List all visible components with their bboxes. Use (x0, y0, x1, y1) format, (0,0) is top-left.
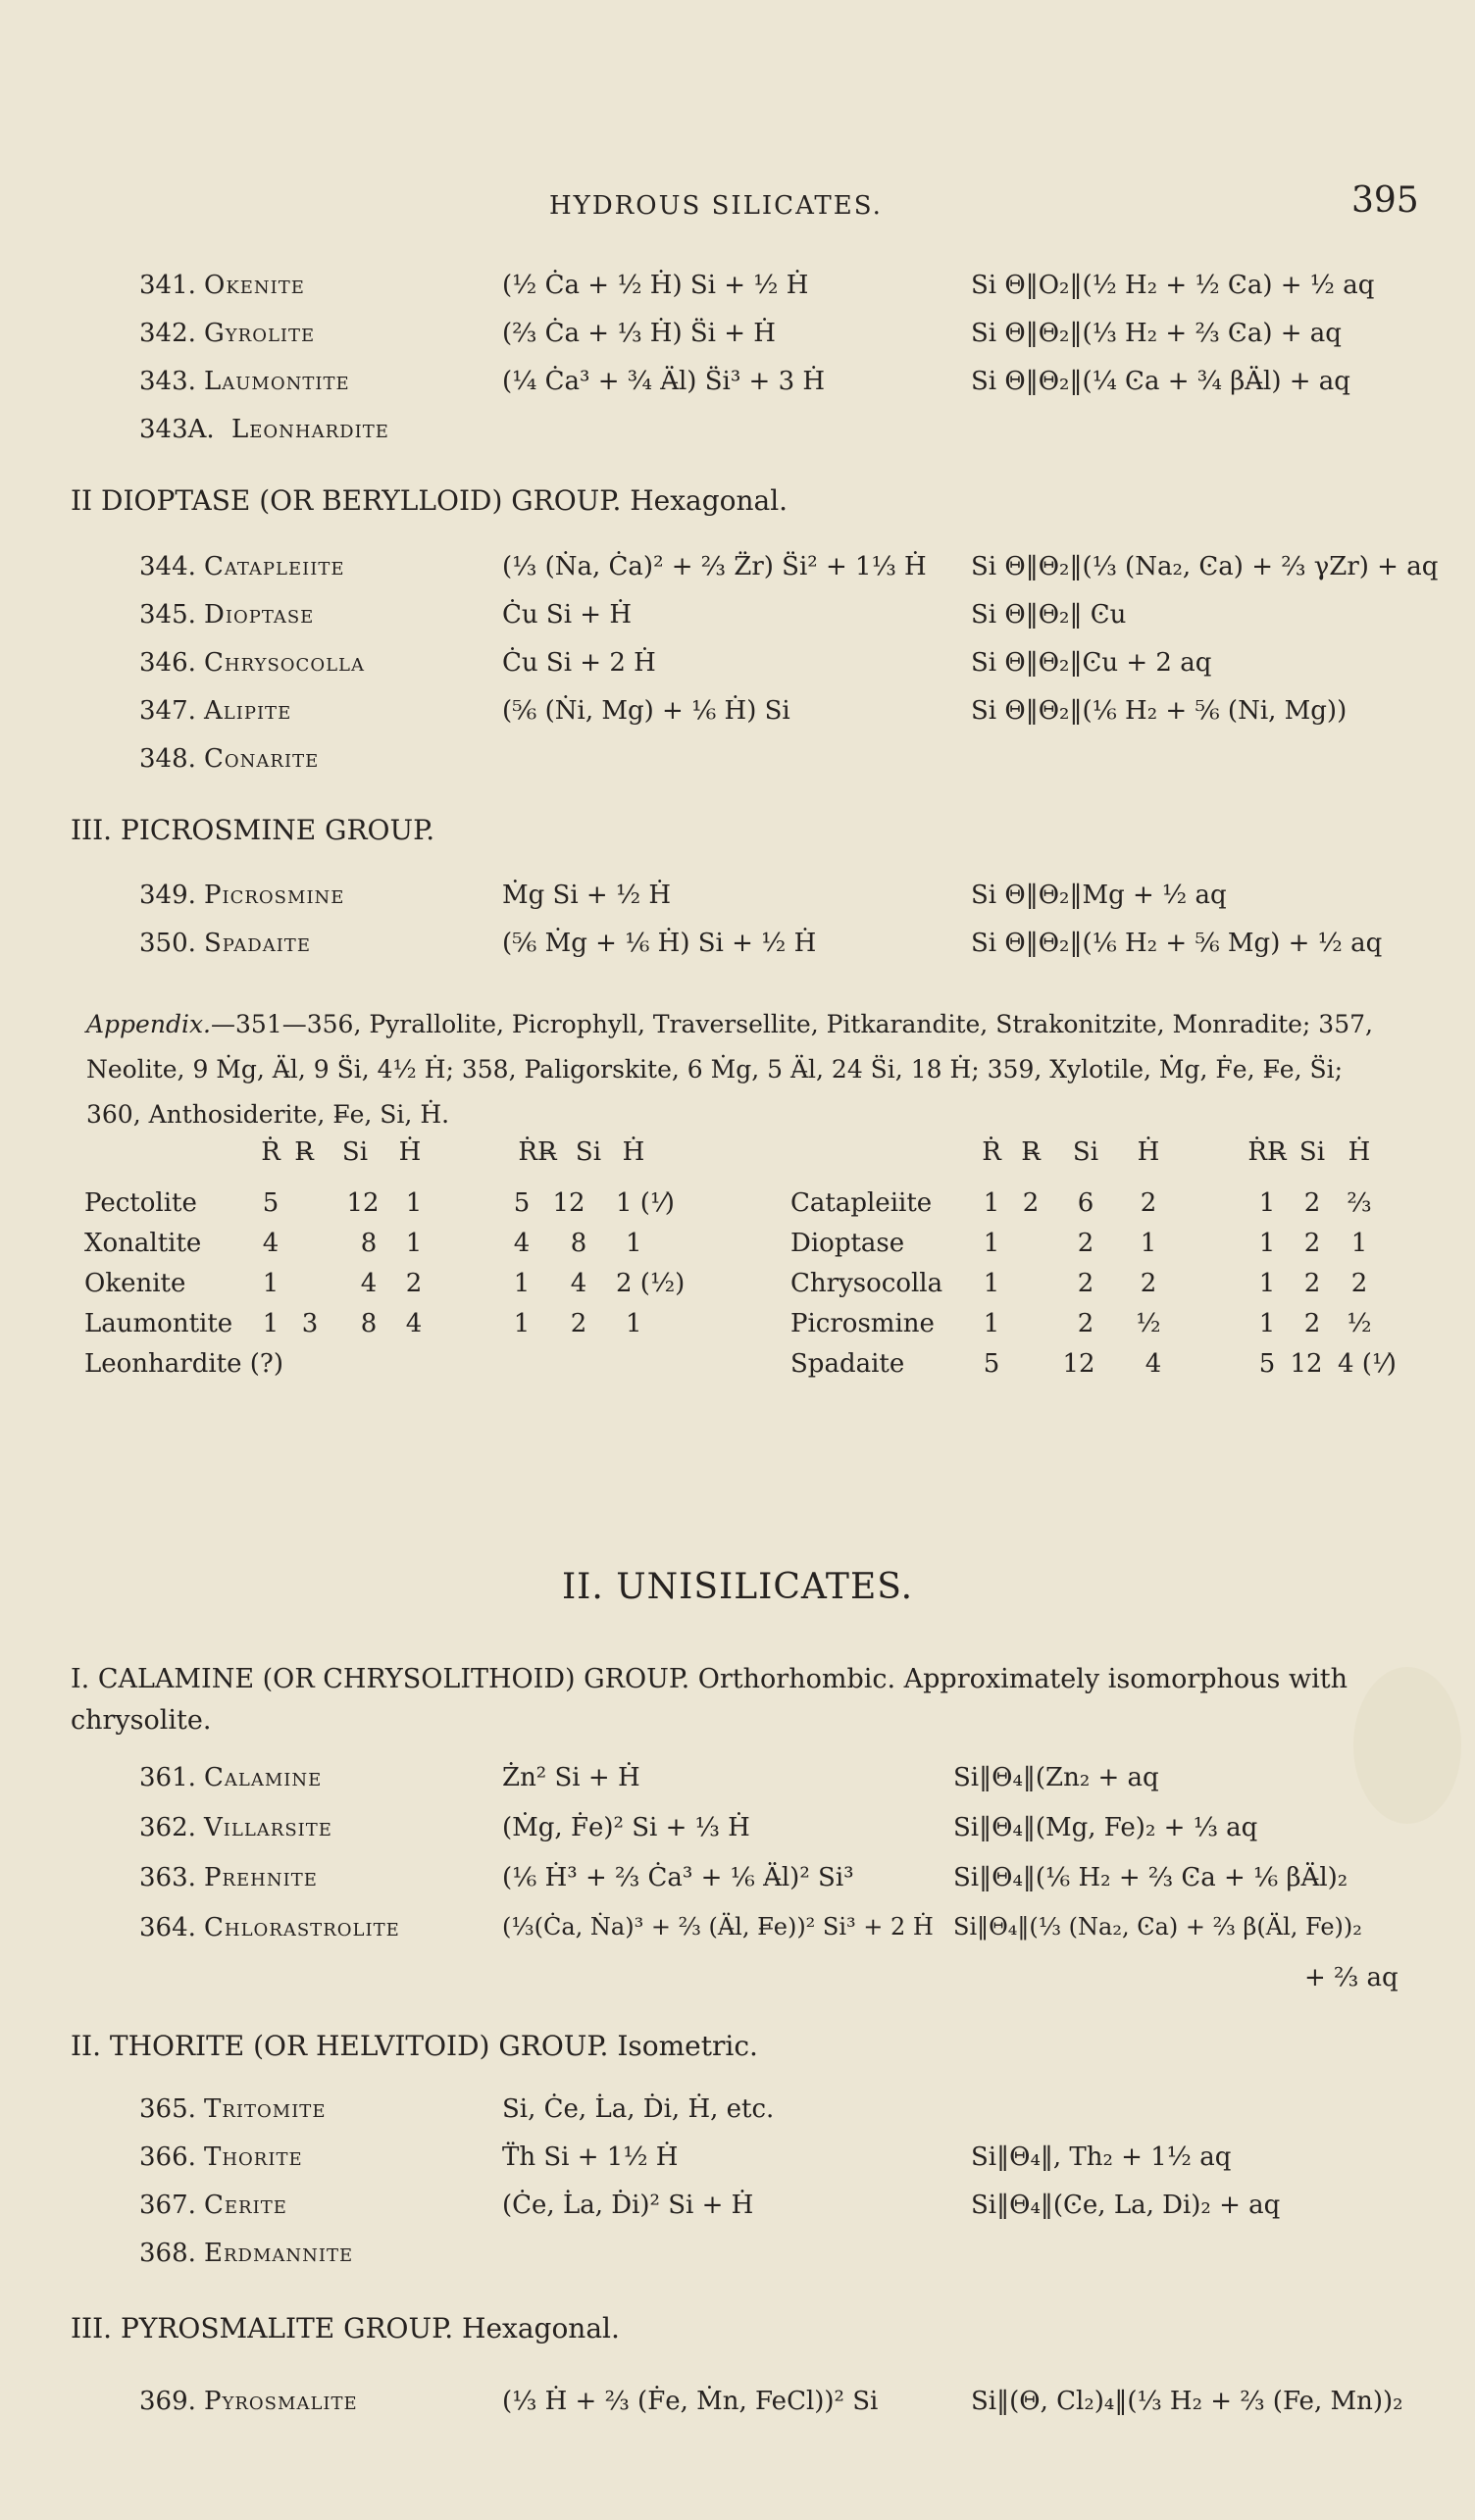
mineral-name: Picrosmine (204, 881, 345, 910)
mineral-entry (0, 1763, 1475, 1810)
oxygen-formula: (⅚ Ṁg + ⅙ Ḣ) Si + ½ Ḣ (502, 929, 817, 958)
formula-continuation (0, 1963, 1475, 2010)
table-cell: 8 (570, 1229, 587, 1258)
col-header: Ḣ (1348, 1137, 1371, 1167)
table-cell: 1 (262, 1309, 280, 1338)
table-cell: 4 (⅟) (1338, 1349, 1397, 1379)
typical-formula: Si‖Θ₄‖, Th₂ + 1½ aq (971, 2142, 1232, 2172)
entry-number: 343. (139, 367, 196, 396)
oxygen-formula: (¼ Ċa³ + ¾ Ä̶l) S̈i³ + 3 Ḣ (502, 367, 826, 396)
table-row-label: Dioptase (790, 1229, 905, 1258)
table-cell: 8 (360, 1229, 378, 1258)
oxygen-formula: (Ṁg, Ḟe)² Si + ⅓ Ḣ (502, 1813, 750, 1842)
formula-continuation-text: + ⅔ aq (1304, 1963, 1399, 1992)
entry-number: 347. (139, 696, 196, 726)
entry-number: 341. (139, 271, 196, 300)
table-cell: 2 (1077, 1229, 1094, 1258)
mineral-entry (0, 1913, 1475, 1960)
ratio-table (0, 1137, 1475, 1402)
table-cell: 1 (262, 1269, 280, 1298)
mineral-name: Gyrolite (204, 319, 316, 348)
table-cell: 4 (262, 1229, 280, 1258)
mineral-name: Pyrosmalite (204, 2387, 358, 2416)
mineral-entry (0, 929, 1475, 976)
typical-formula: Si‖(Θ, Cl₂)₄‖(⅓ H₂ + ⅔ (Fe, Mn))₂ (971, 2387, 1403, 2416)
table-cell: 1 (983, 1269, 1000, 1298)
appendix-text: —351—356, Pyrallolite, Picrophyll, Traversellite, Pitkarandite, Strakonitzite, Monradite; 357, Neolite, 9 Ṁg, Ä̶l, 9 S̈i, 4½ Ḣ; 358, Paligorskite, 6 Ṁg, 5 Ä̶l, 24 S̈i, 18 Ḣ; 359, Xylotile, Ṁg, Ḟe, F̶e, S̈i; 360, Anthosiderite, F̶e, Si, Ḣ. (86, 1010, 1373, 1129)
col-header: Si (1298, 1137, 1326, 1167)
table-cell: 1 (513, 1269, 531, 1298)
table-cell: 2 (1077, 1309, 1094, 1338)
entry-number: 367. (139, 2191, 196, 2220)
entry-number: 349. (139, 881, 196, 910)
mineral-name: Laumontite (204, 367, 350, 396)
mineral-entry (0, 600, 1475, 647)
typical-formula: Si Θ‖Θ₂‖(⅙ H₂ + ⅚ (Ni, Mg)) (971, 696, 1348, 726)
table-cell: 12 (552, 1188, 585, 1218)
mineral-name: Cerite (204, 2191, 287, 2220)
table-cell: 1 (1258, 1309, 1276, 1338)
col-header: Ṙ (261, 1137, 280, 1167)
table-cell: 1 (626, 1309, 642, 1338)
table-row-label: Xonaltite (84, 1229, 202, 1258)
table-cell: ⅔ (1347, 1188, 1372, 1218)
mineral-name: Thorite (204, 2142, 303, 2172)
page-number: 395 (1351, 180, 1419, 221)
entry-number: 365. (139, 2094, 196, 2124)
col-header: Ḣ (398, 1137, 422, 1167)
oxygen-formula: Żn² Si + Ḣ (502, 1763, 640, 1792)
table-row-label: Pectolite (84, 1188, 197, 1218)
oxygen-formula: (½ Ċa + ½ Ḣ) Si + ½ Ḣ (502, 271, 809, 300)
oxygen-formula: Si, Ċe, L̇a, Ḋi, Ḣ, etc. (502, 2094, 775, 2124)
col-header: R̶ (294, 1137, 314, 1167)
table-cell: 1 (1258, 1269, 1276, 1298)
typical-formula: Si‖Θ₄‖(⅓ (Na₂, Ͼa) + ⅔ β(Äl, Fe))₂ (953, 1913, 1362, 1940)
table-row-label: Laumontite (84, 1309, 233, 1338)
mineral-name: Chrysocolla (204, 648, 365, 678)
oxygen-formula: Ċu Si + Ḣ (502, 600, 633, 630)
table-cell: 6 (1077, 1188, 1094, 1218)
entry-number: 345. (139, 600, 196, 630)
table-cell: ½ (1136, 1309, 1161, 1338)
typical-formula: Si‖Θ₄‖(Mg, Fe)₂ + ⅓ aq (953, 1813, 1258, 1842)
table-cell: 5 (1258, 1349, 1276, 1379)
entry-number: 346. (139, 648, 196, 678)
entry-number: 369. (139, 2387, 196, 2416)
table-cell: 1 (405, 1229, 423, 1258)
section-title: II. UNISILICATES. (561, 1567, 914, 1607)
col-header: ṘR̶ (1247, 1137, 1287, 1167)
entry-number: 348. (139, 744, 196, 774)
group-heading-dioptase: II DIOPTASE (OR BERYLLOID) GROUP. Hexagonal. (71, 484, 788, 517)
table-cell: 4 (360, 1269, 378, 1298)
running-header: HYDROUS SILICATES. (549, 191, 883, 221)
oxygen-formula: (⅓ Ḣ + ⅔ (Ḟe, Ṁn, FeCl))² Si (502, 2387, 879, 2416)
typical-formula: Si Θ‖Θ₂‖ Ͼu (971, 600, 1127, 630)
typical-formula: Si Θ‖Θ₂‖(⅓ (Na₂, Ͼa) + ⅔ γZr) + aq (971, 552, 1439, 581)
table-cell: 12 (1062, 1349, 1095, 1379)
mineral-name: Dioptase (204, 600, 315, 630)
table-cell: 2 (1303, 1309, 1321, 1338)
typical-formula: Si Θ‖Θ₂‖(¼ Ͼa + ¾ βÄ̶l) + aq (971, 367, 1350, 396)
oxygen-formula: (⅙ Ḣ³ + ⅔ Ċa³ + ⅙ Ä̶l)² Si³ (502, 1863, 854, 1892)
mineral-name: Calamine (204, 1763, 323, 1792)
table-cell: 2 (1350, 1269, 1368, 1298)
appendix-note (86, 1002, 1400, 1137)
typical-formula: Si‖Θ₄‖(⅙ H₂ + ⅔ Ͼa + ⅙ βÄ̶l)₂ (953, 1863, 1348, 1892)
table-row-label: Okenite (84, 1269, 186, 1298)
typical-formula: Si Θ‖O₂‖(½ H₂ + ½ Ͼa) + ½ aq (971, 271, 1375, 300)
table-cell: 1 (1350, 1229, 1368, 1258)
mineral-entry (0, 2239, 1475, 2286)
oxygen-formula: T̈h Si + 1½ Ḣ (502, 2142, 679, 2172)
entry-number: 342. (139, 319, 196, 348)
table-cell: 3 (301, 1309, 319, 1338)
col-header: Si (341, 1137, 369, 1167)
col-header: Si (1072, 1137, 1099, 1167)
mineral-name: Chlorastrolite (204, 1913, 400, 1942)
table-cell: 2 (1140, 1188, 1157, 1218)
typical-formula: Si‖Θ₄‖(Ͼe, La, Di)₂ + aq (971, 2191, 1281, 2220)
table-cell: 2 (½) (616, 1269, 686, 1298)
table-cell: 1 (405, 1188, 423, 1218)
oxygen-formula: (⅓(Ċa, Ṅa)³ + ⅔ (Ä̶l, F̶e))² Si³ + 2 Ḣ (502, 1913, 934, 1940)
entry-number: 361. (139, 1763, 196, 1792)
mineral-entry (0, 415, 1475, 462)
table-cell: 12 (346, 1188, 380, 1218)
typical-formula: Si‖Θ₄‖(Zn₂ + aq (953, 1763, 1159, 1792)
mineral-entry (0, 319, 1475, 366)
table-cell: 2 (1303, 1229, 1321, 1258)
table-row-label: Chrysocolla (790, 1269, 943, 1298)
col-header: Ḣ (622, 1137, 645, 1167)
mineral-entry (0, 367, 1475, 414)
mineral-name: Erdmannite (204, 2239, 354, 2268)
col-header: R̶ (1021, 1137, 1041, 1167)
entry-number: 363. (139, 1863, 196, 1892)
mineral-entry (0, 2387, 1475, 2434)
table-cell: 8 (360, 1309, 378, 1338)
mineral-entry (0, 881, 1475, 928)
mineral-name: Leonhardite (231, 415, 389, 444)
table-row-label: Picrosmine (790, 1309, 935, 1338)
group-heading-thorite: II. THORITE (OR HELVITOID) GROUP. Isometric. (71, 2030, 758, 2062)
group-heading-calamine-text: I. CALAMINE (OR CHRYSOLITHOID) GROUP. Orthorhombic. Approximately isomorphous with chrysolite. (71, 1664, 1348, 1736)
table-cell: 2 (1303, 1188, 1321, 1218)
entry-number: 343A. (139, 415, 215, 444)
mineral-name: Tritomite (204, 2094, 327, 2124)
table-cell: 1 (983, 1309, 1000, 1338)
oxygen-formula: Ċu Si + 2 Ḣ (502, 648, 656, 678)
mineral-name: Okenite (204, 271, 305, 300)
oxygen-formula: (Ċe, L̇a, Ḋi)² Si + Ḣ (502, 2191, 754, 2220)
mineral-name: Villarsite (204, 1813, 332, 1842)
table-cell: 2 (1303, 1269, 1321, 1298)
table-cell: 1 (1140, 1229, 1157, 1258)
table-row-label: Catapleiite (790, 1188, 933, 1218)
table-cell: 2 (1022, 1188, 1040, 1218)
oxygen-formula: (⅔ Ċa + ⅓ Ḣ) S̈i + Ḣ (502, 319, 776, 348)
entry-number: 344. (139, 552, 196, 581)
table-cell: 1 (1258, 1229, 1276, 1258)
table-cell: 5 (262, 1188, 280, 1218)
mineral-name: Prehnite (204, 1863, 318, 1892)
mineral-entry (0, 2191, 1475, 2238)
oxygen-formula: (⅓ (Ṅa, Ċa)² + ⅔ Z̈r) S̈i² + 1⅓ Ḣ (502, 552, 927, 581)
table-cell: 1 (626, 1229, 642, 1258)
mineral-name: Conarite (204, 744, 320, 774)
entry-number: 366. (139, 2142, 196, 2172)
col-header: Ṙ (982, 1137, 1001, 1167)
mineral-name: Alipite (204, 696, 292, 726)
mineral-entry (0, 2094, 1475, 2142)
table-cell: 1 (983, 1188, 1000, 1218)
typical-formula: Si Θ‖Θ₂‖Mg + ½ aq (971, 881, 1227, 910)
entry-number: 368. (139, 2239, 196, 2268)
group-heading-picrosmine: III. PICROSMINE GROUP. (71, 814, 435, 846)
typical-formula: Si Θ‖Θ₂‖Ͼu + 2 aq (971, 648, 1212, 678)
table-cell: 5 (983, 1349, 1000, 1379)
table-cell: ½ (1347, 1309, 1372, 1338)
group-heading-pyrosmalite: III. PYROSMALITE GROUP. Hexagonal. (71, 2312, 620, 2344)
table-row-label: Leonhardite (?) (84, 1349, 284, 1379)
table-cell: 12 (1290, 1349, 1323, 1379)
mineral-entry (0, 552, 1475, 599)
mineral-name: Catapleiite (204, 552, 345, 581)
typical-formula: Si Θ‖Θ₂‖(⅓ H₂ + ⅔ Ͼa) + aq (971, 319, 1342, 348)
entry-number: 350. (139, 929, 196, 958)
table-cell: 4 (405, 1309, 423, 1338)
mineral-entry (0, 271, 1475, 318)
table-cell: 1 (513, 1309, 531, 1338)
table-cell: 1 (⅟) (616, 1188, 675, 1218)
entry-number: 364. (139, 1913, 196, 1942)
table-cell: 5 (513, 1188, 531, 1218)
table-cell: 2 (1077, 1269, 1094, 1298)
mineral-entry (0, 1863, 1475, 1910)
table-row-label: Spadaite (790, 1349, 905, 1379)
col-header: Ḣ (1137, 1137, 1160, 1167)
mineral-entry (0, 1813, 1475, 1860)
table-cell: 1 (983, 1229, 1000, 1258)
typical-formula: Si Θ‖Θ₂‖(⅙ H₂ + ⅚ Mg) + ½ aq (971, 929, 1383, 958)
table-cell: 4 (1144, 1349, 1162, 1379)
mineral-entry (0, 648, 1475, 695)
table-cell: 2 (570, 1309, 587, 1338)
table-cell: 2 (1140, 1269, 1157, 1298)
table-cell: 2 (405, 1269, 423, 1298)
col-header: Si (575, 1137, 602, 1167)
oxygen-formula: Ṁg Si + ½ Ḣ (502, 881, 672, 910)
table-cell: 1 (1258, 1188, 1276, 1218)
mineral-name: Spadaite (204, 929, 311, 958)
table-cell: 4 (513, 1229, 531, 1258)
col-header: ṘR̶ (518, 1137, 557, 1167)
mineral-entry (0, 744, 1475, 791)
entry-number: 362. (139, 1813, 196, 1842)
appendix-label: Appendix. (86, 1010, 212, 1038)
group-heading-calamine (71, 1659, 1404, 1741)
mineral-entry (0, 2142, 1475, 2190)
mineral-entry (0, 696, 1475, 743)
oxygen-formula: (⅚ (Ṅi, Mg) + ⅙ Ḣ) Si (502, 696, 790, 726)
table-cell: 4 (570, 1269, 587, 1298)
